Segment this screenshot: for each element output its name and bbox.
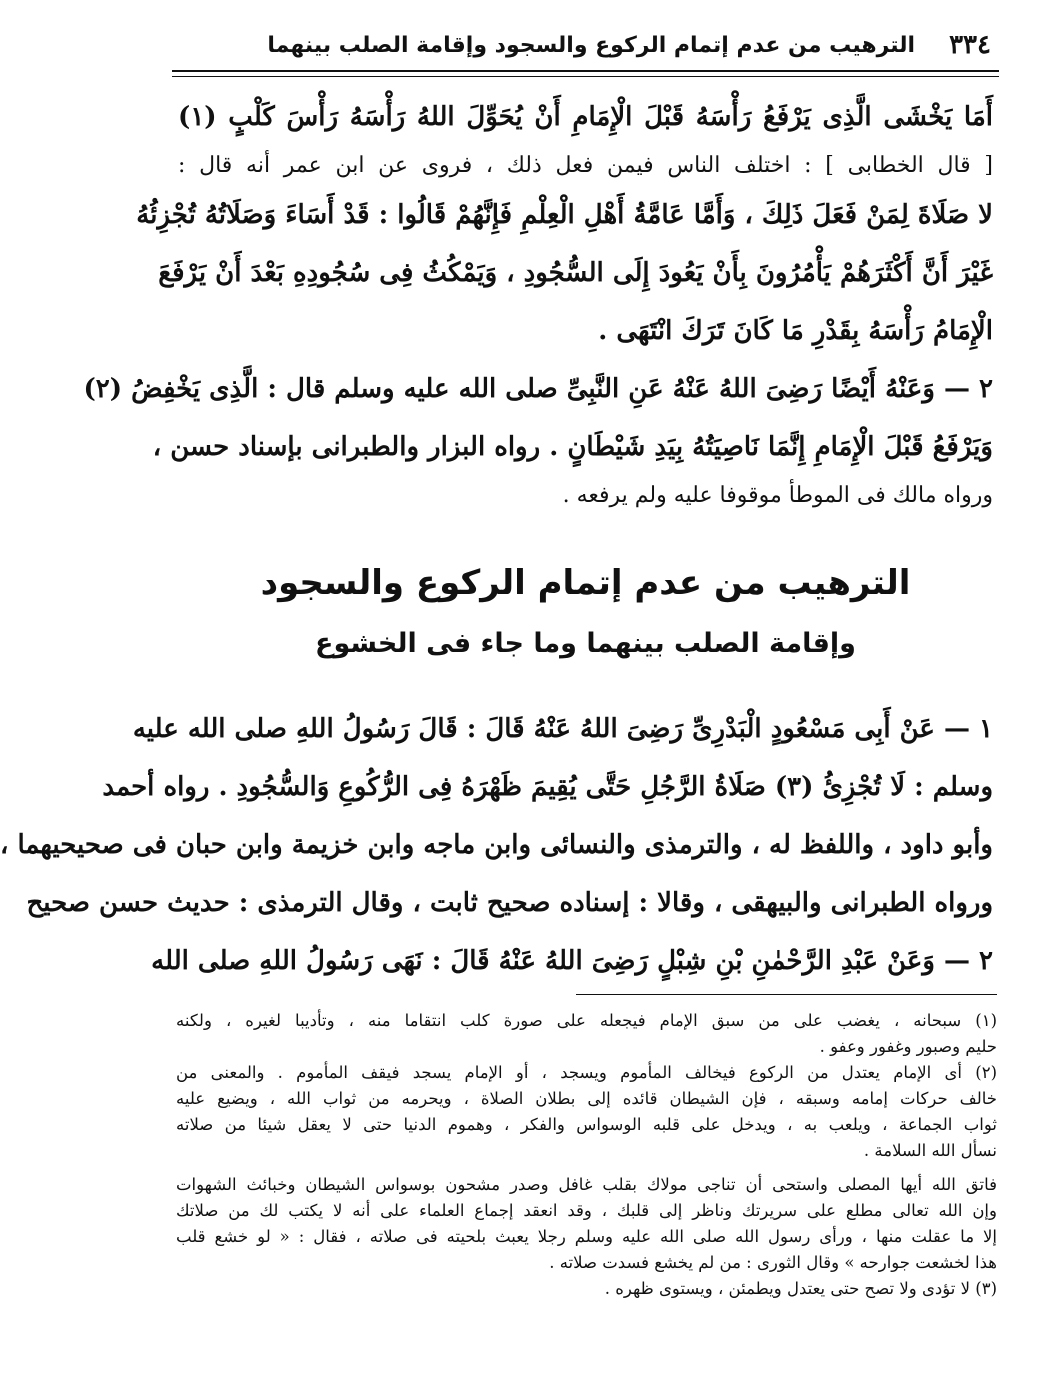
- text-line: وأبو داود ، واللفظ له ، والترمذى والنسائى وابن ماجه وابن خزيمة وابن حبان فى صحيحيهما ،: [0, 830, 993, 860]
- page-header: [172, 24, 999, 66]
- text-line: ورواه الطبرانى والبيهقى ، وقالا : إسناده صحيح ثابت ، وقال الترمذى : حديث حسن صحيح: [26, 888, 993, 918]
- main-text: [0, 88, 993, 990]
- footnote-line: حليم وصبور وغفور وعفو .: [819, 1037, 997, 1056]
- page-number: ٣٣٤: [949, 30, 991, 60]
- text-line: وَيَرْفَعُ قَبْلَ الْإِمَامِ إِنَّمَا نَاصِيَتُهُ بِيَدِ شَيْطَانٍ . رواه البزار والطبرانى بإسناد حسن ،: [152, 432, 993, 462]
- running-title: الترهيب من عدم إتمام الركوع والسجود وإقامة الصلب بينهما: [267, 32, 916, 58]
- section-title: الترهيب من عدم إتمام الركوع والسجود: [260, 563, 911, 603]
- hadith-2-start: ٢ — وَعَنْهُ أَيْضًا رَضِىَ اللهُ عَنْهُ عَنِ النَّبِىِّ صلى الله عليه وسلم قال : الَّذِى يَخْفِضُ (٢): [83, 374, 993, 404]
- header-rule-thin: [172, 76, 999, 77]
- footnote-line: (٢) أى الإمام يعتدل من الركوع فيخالف المأموم ويسجد ، أو الإمام يسجد فيقف المأموم . والمعنى من: [176, 1063, 997, 1082]
- footnote-line: هذا لخشعت جوارحه » وقال الثورى : من لم يخشع فسدت صلاته .: [549, 1253, 997, 1272]
- text-line: وسلم : لَا تُجْزِئُ (٣) صَلَاةُ الرَّجُلِ حَتَّى يُقِيمَ ظَهْرَهُ فِى الرُّكُوعِ وَالسُّجُودِ . رواه أحمد: [102, 772, 993, 802]
- footnote-line: فاتق الله أيها المصلى واستحى أن تناجى مولاك بقلب غافل وصدر مشحون بوسواس الشيطان وخبائث الشهوات: [176, 1175, 997, 1194]
- footnote-line: إلا ما عقلت منها ، ورأى رسول الله صلى الله عليه وسلم رجلا يعبث بلحيته فى صلاته ، فقال : « لو خشع قلب: [176, 1227, 997, 1246]
- text-line: الْإِمَامُ رَأْسَهُ بِقَدْرِ مَا كَانَ تَرَكَ انْتَهَى .: [598, 316, 993, 346]
- footnote-line: وإن الله تعالى مطلع على سريرتك وناظر إلى قلبك ، وقد انعقد إجماع العلماء على أنه لا يكتب لك من صلاتك: [176, 1201, 997, 1220]
- text-line: غَيْرَ أَنَّ أَكْثَرَهُمْ يَأْمُرُونَ بِأَنْ يَعُودَ إِلَى السُّجُودِ ، وَيَمْكُثُ فِى سُجُودِهِ بَعْدَ أَنْ يَرْفَعَ: [158, 258, 993, 288]
- footnote-line: (١) سبحانه ، يغضب على من سبق الإمام فيجعله على صورة كلب انتقاما منه ، وتأديبا لغيره ، ولكنه: [176, 1011, 997, 1030]
- footnote-line: نسأل الله السلامة .: [863, 1141, 997, 1160]
- footnote-line: ثواب الجماعة ، ويلعب به ، ويدخل على قلبه الوسواس والفكر ، وهموم الدنيا حتى لا يعقل شيئا من صلاته: [176, 1115, 997, 1134]
- footnote-line: خالف حركات إمامه وسبقه ، فإن الشيطان قائده إلى بطلان الصلاة ، ويحرمه من ثواب الله ، ويضيع عليه: [176, 1089, 997, 1108]
- text-line: لا صَلَاةَ لِمَنْ فَعَلَ ذَلِكَ ، وَأَمَّا عَامَّةُ أَهْلِ الْعِلْمِ فَإِنَّهُمْ قَالُوا : قَدْ أَسَاءَ وَصَلَاتُهُ تُجْزِئُهُ: [136, 200, 993, 230]
- text-line: [ قال الخطابى ] : اختلف الناس فيمن فعل ذلك ، فروى عن ابن عمر أنه قال :: [178, 153, 993, 178]
- section-subtitle: وإقامة الصلب بينهما وما جاء فى الخشوع: [315, 628, 856, 659]
- text-line: أَمَا يَخْشَى الَّذِى يَرْفَعُ رَأْسَهُ قَبْلَ الْإِمَامِ أَنْ يُحَوِّلَ اللهُ رَأْسَهُ رَأْسَ كَلْبٍ (١): [178, 102, 993, 132]
- footnote-separator: [576, 994, 997, 995]
- hadith-1-start: ١ — عَنْ أَبِى مَسْعُودٍ الْبَدْرِىِّ رَضِىَ اللهُ عَنْهُ قَالَ : قَالَ رَسُولُ اللهِ صلى الله عليه: [132, 714, 993, 744]
- header-rule-thick: [172, 70, 999, 72]
- footnotes: [176, 1008, 997, 1302]
- text-line: ورواه مالك فى الموطأ موقوفا عليه ولم يرفعه .: [562, 483, 993, 508]
- hadith-2-start: ٢ — وَعَنْ عَبْدِ الرَّحْمٰنِ بْنِ شِبْلٍ رَضِىَ اللهُ عَنْهُ قَالَ : نَهَى رَسُولُ اللهِ صلى الله: [151, 946, 993, 976]
- footnote-line: (٣) لا تؤدى ولا تصح حتى يعتدل ويطمئن ، ويستوى ظهره .: [604, 1279, 997, 1298]
